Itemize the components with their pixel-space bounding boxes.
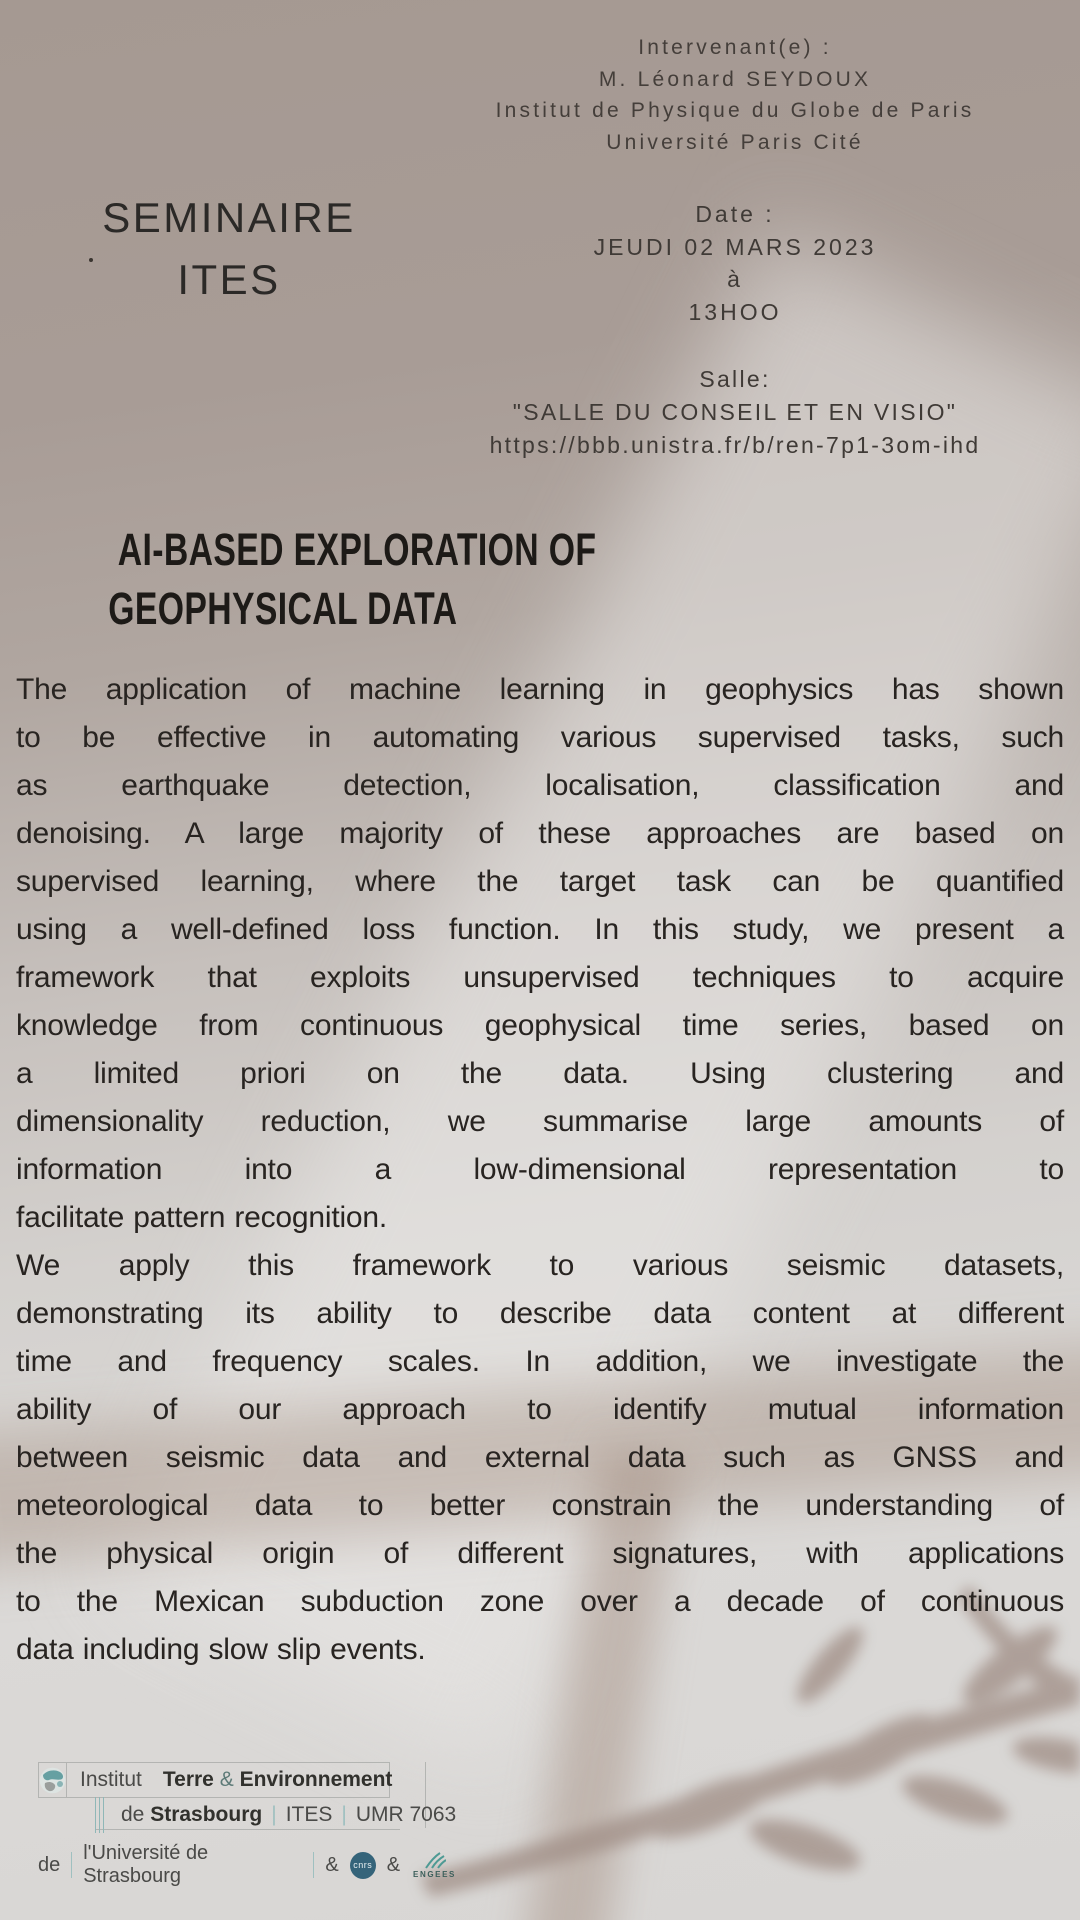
abstract-text [16, 666, 1064, 1674]
abstract-line: as earthquake detection, localisation, classification and [16, 769, 1064, 802]
globe-icon [39, 1763, 67, 1797]
date-block [390, 198, 1080, 328]
abstract-line: information into a low-dimensional representation to [16, 1153, 1064, 1186]
abstract-line: demonstrating its ability to describe data content at different [16, 1297, 1064, 1330]
abstract-line: the physical origin of different signatures, with applications [16, 1537, 1064, 1570]
logo-separator [313, 1852, 314, 1878]
location-room: "SALLE DU CONSEIL ET EN VISIO" [512, 399, 958, 425]
abstract-line: We apply this framework to various seismic datasets, [16, 1249, 1064, 1282]
seminar-name-line2: ITES [177, 256, 281, 303]
speaker-affiliation: Institut de Physique du Globe de Paris [495, 99, 975, 122]
logo-universite: l'Université de Strasbourg [83, 1842, 209, 1887]
logo-institut-label: Institut [80, 1768, 142, 1791]
engees-leaf-icon [424, 1852, 446, 1869]
abstract-line: dimensionality reduction, we summarise large amounts of [16, 1105, 1064, 1138]
abstract-line: denoising. A large majority of these approaches are based on [16, 817, 1064, 850]
date-value: JEUDI 02 MARS 2023 [593, 233, 877, 260]
date-time: 13HOO [688, 298, 782, 325]
date-heading: Date : [695, 201, 775, 227]
speaker-name: M. Léonard SEYDOUX [598, 67, 872, 91]
cnrs-logo: cnrs [350, 1852, 376, 1879]
seminar-name-line1: SEMINAIRE [102, 194, 356, 241]
stray-dot [89, 258, 93, 262]
meeting-url[interactable]: https://bbb.unistra.fr/b/ren-7p1-3om-ihd [489, 432, 981, 458]
logo-triple-bars [95, 1797, 104, 1833]
speaker-university: Université Paris Cité [606, 130, 864, 154]
logo-amp2: & [325, 1853, 339, 1876]
logo-umr: UMR 7063 [355, 1803, 457, 1826]
speaker-info [390, 32, 1080, 158]
abstract-line: a limited priori on the data. Using clustering and [16, 1057, 1064, 1090]
logo-strasbourg: Strasbourg [150, 1803, 263, 1826]
abstract-line: data including slow slip events. [16, 1633, 426, 1666]
logo-row-universite [38, 1842, 456, 1888]
abstract-line: to the Mexican subduction zone over a decade of continuous [16, 1585, 1064, 1618]
location-heading: Salle: [699, 366, 771, 392]
ites-logo [36, 1762, 456, 1892]
abstract-line: time and frequency scales. In addition, we investigate the [16, 1345, 1064, 1378]
location-block [390, 363, 1080, 462]
logo-amp3: & [386, 1853, 401, 1876]
logo-ites: ITES [285, 1803, 333, 1826]
logo-row-strasbourg: de Strasbourg | ITES | UMR 7063 [95, 1799, 456, 1831]
engees-logo [413, 1852, 456, 1879]
logo-terre-environnement: Terre & Environnement [162, 1768, 393, 1791]
seminar-name [64, 187, 394, 311]
logo-separator [71, 1852, 72, 1878]
abstract-line: between seismic data and external data such as GNSS and [16, 1441, 1064, 1474]
abstract-line: The application of machine learning in geophysics has shown [16, 673, 1064, 706]
abstract-line: supervised learning, where the target task can be quantified [16, 865, 1064, 898]
abstract-line: to be effective in automating various supervised tasks, such [16, 721, 1064, 754]
abstract-line: framework that exploits unsupervised techniques to acquire [16, 961, 1064, 994]
logo-row-institut [38, 1762, 393, 1798]
talk-title-line2: GEOPHYSICAL DATA [108, 583, 458, 634]
abstract-line: knowledge from continuous geophysical time series, based on [16, 1009, 1064, 1042]
talk-title-line1: AI-BASED EXPLORATION OF [117, 524, 597, 575]
abstract-line: ability of our approach to identify mutual information [16, 1393, 1064, 1426]
date-connector: à [727, 266, 743, 292]
talk-title [38, 520, 597, 638]
logo-de2: de [38, 1853, 61, 1876]
abstract-line: facilitate pattern recognition. [16, 1201, 388, 1234]
abstract-line: using a well-defined loss function. In this study, we present a [16, 913, 1064, 946]
abstract-line: meteorological data to better constrain the understanding of [16, 1489, 1064, 1522]
logo-de: de [121, 1803, 145, 1826]
engees-label: ENGEES [413, 1869, 456, 1879]
speaker-heading: Intervenant(e) : [638, 36, 832, 59]
